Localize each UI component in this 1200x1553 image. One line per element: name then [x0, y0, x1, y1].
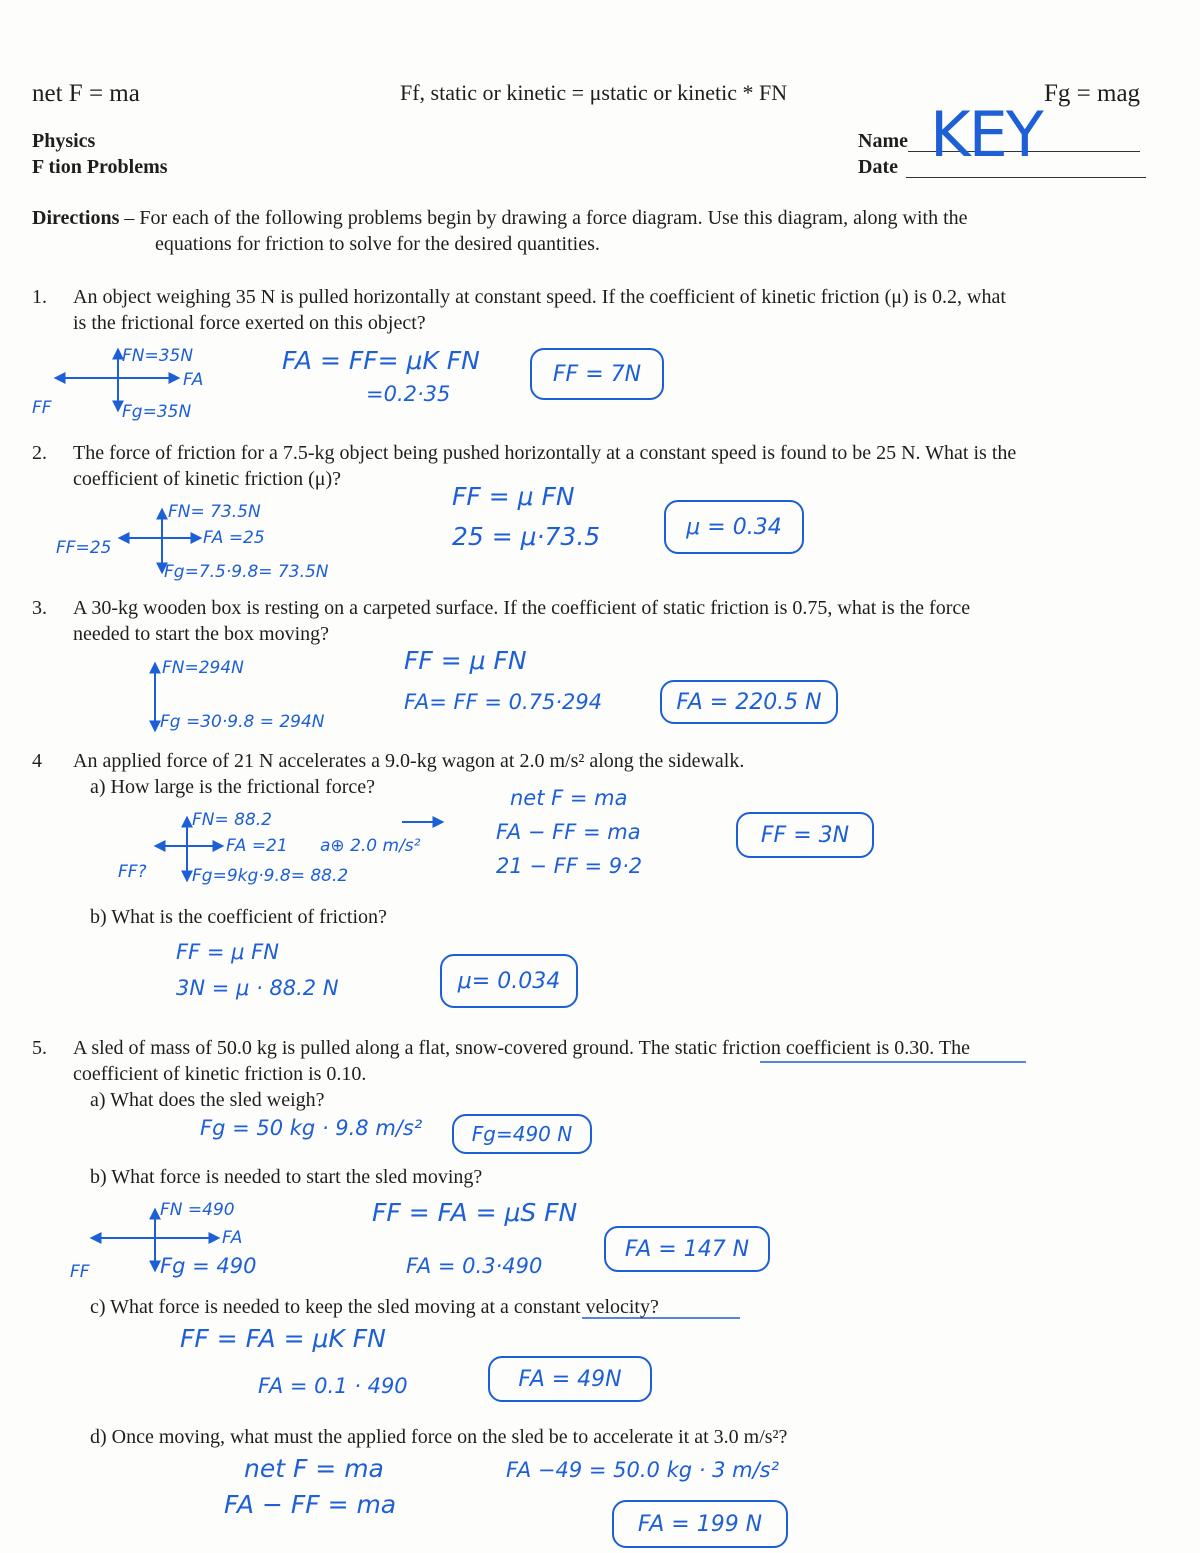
p3-work-2: FA= FF = 0.75·294 — [404, 690, 603, 714]
p5-work-a: Fg = 50 kg · 9.8 m/s² — [200, 1116, 423, 1140]
directions-text: – For each of the following problems begin by drawing a force diagram. Use this diagram, along with the — [119, 207, 968, 229]
p1-work-2: =0.2·35 — [366, 382, 451, 406]
problem-5c-question: c) What force is needed to keep the sled moving at a constant velocity? — [90, 1296, 659, 1318]
p2-answer-box: μ = 0.34 — [664, 500, 804, 554]
directions-text-2: equations for friction to solve for the desired quantities. — [155, 233, 600, 255]
p4-normal-label: FN= 88.2 — [192, 810, 272, 830]
problem-4a-question: a) How large is the frictional force? — [90, 776, 376, 798]
p5-weight-label: Fg = 490 — [160, 1254, 257, 1278]
p5-work-c2: FA = 0.1 · 490 — [258, 1374, 408, 1398]
p1-answer-box: FF = 7N — [530, 348, 664, 400]
problem-4-number: 4 — [32, 750, 42, 772]
p2-weight-label: Fg=7.5·9.8= 73.5N — [164, 562, 329, 582]
p4-work-a1: net F = ma — [510, 786, 628, 810]
p5-work-b2: FA = 0.3·490 — [406, 1254, 543, 1278]
p5b-answer-box: FA = 147 N — [604, 1226, 770, 1272]
p4-acceleration-label: a⊕ 2.0 m/s² — [320, 836, 421, 856]
problem-3-text: A 30-kg wooden box is resting on a carpeted surface. If the coefficient of static friction is 0.75, what is the force — [73, 597, 971, 619]
problem-4b-question: b) What is the coefficient of friction? — [90, 906, 387, 928]
p2-normal-label: FN= 73.5N — [168, 502, 261, 522]
p5d-answer-box: FA = 199 N — [612, 1500, 788, 1548]
p5-work-b1: FF = FA = μS FN — [372, 1198, 578, 1227]
course-label: Physics — [32, 130, 96, 152]
problem-1-number: 1. — [32, 286, 47, 308]
p1-friction-label: FF — [32, 398, 52, 418]
problem-2-number: 2. — [32, 442, 47, 464]
p4b-answer-box: μ= 0.034 — [440, 954, 578, 1008]
p3-weight-label: Fg =30·9.8 = 294N — [160, 712, 325, 732]
problem-1-text: An object weighing 35 N is pulled horizontally at constant speed. If the coefficient of kinetic friction (μ) is 0.2, what — [73, 286, 1006, 308]
date-label: Date — [858, 156, 898, 178]
directions-label: Directions — [32, 207, 120, 229]
p5-work-d1: net F = ma — [244, 1454, 384, 1483]
p2-work-2: 25 = μ·73.5 — [452, 522, 601, 551]
p1-applied-label: FA — [183, 370, 204, 390]
p4-work-a3: 21 − FF = 9·2 — [496, 854, 643, 878]
p4-work-b1: FF = μ FN — [176, 940, 279, 964]
problem-5b-question: b) What force is needed to start the sled moving? — [90, 1166, 483, 1188]
weight-equation: Fg = mag — [1044, 80, 1141, 107]
p4-applied-label: FA =21 — [226, 836, 288, 856]
problem-2-text: The force of friction for a 7.5-kg object being pushed horizontally at a constant speed is found to be 25 N. What is the — [73, 442, 1017, 464]
worksheet-title: F tion Problems — [32, 156, 168, 178]
p4-weight-label: Fg=9kg·9.8= 88.2 — [192, 866, 349, 886]
friction-equation: Ff, static or kinetic = μstatic or kinetic * FN — [400, 80, 788, 105]
p1-work-1: FA = FF= μK FN — [282, 346, 480, 375]
p2-friction-label: FF=25 — [56, 538, 112, 558]
p4-work-a2: FA − FF = ma — [496, 820, 641, 844]
problem-5a-question: a) What does the sled weigh? — [90, 1089, 325, 1111]
name-label: Name — [858, 130, 908, 152]
problem-1-text-2: is the frictional force exerted on this object? — [73, 312, 426, 334]
p1-weight-label: Fg=35N — [122, 402, 192, 422]
p5-work-c1: FF = FA = μK FN — [180, 1324, 386, 1353]
answer-key-handwritten: KEY — [930, 98, 1042, 171]
problem-2-text-2: coefficient of kinetic friction (μ)? — [73, 468, 342, 490]
p2-work-1: FF = μ FN — [452, 482, 575, 511]
problem-4-text: An applied force of 21 N accelerates a 9.0-kg wagon at 2.0 m/s² along the sidewalk. — [73, 750, 745, 772]
p3-normal-label: FN=294N — [162, 658, 244, 678]
p5-normal-label: FN =490 — [160, 1200, 235, 1220]
p5-applied-label: FA — [222, 1228, 243, 1248]
p5c-answer-box: FA = 49N — [488, 1356, 652, 1402]
net-force-equation: net F = ma — [32, 80, 140, 107]
p5-work-d2: FA − FF = ma — [224, 1490, 397, 1519]
problem-3-number: 3. — [32, 597, 47, 619]
problem-5d-question: d) Once moving, what must the applied force on the sled be to accelerate it at 3.0 m/s²? — [90, 1426, 788, 1448]
problem-5-text: A sled of mass of 50.0 kg is pulled along a flat, snow-covered ground. The static friction coefficient is 0.30. The — [73, 1037, 971, 1059]
p3-answer-box: FA = 220.5 N — [660, 680, 838, 724]
p5a-answer-box: Fg=490 N — [452, 1114, 592, 1154]
p3-work-1: FF = μ FN — [404, 646, 527, 675]
problem-3-text-2: needed to start the box moving? — [73, 623, 330, 645]
p4-work-b2: 3N = μ · 88.2 N — [176, 976, 339, 1000]
p5-work-d3: FA −49 = 50.0 kg · 3 m/s² — [506, 1458, 780, 1482]
p5-friction-label: FF — [70, 1262, 90, 1282]
p4a-answer-box: FF = 3N — [736, 812, 874, 858]
problem-5-number: 5. — [32, 1037, 47, 1059]
p2-applied-label: FA =25 — [203, 528, 265, 548]
p4-friction-label: FF? — [118, 862, 147, 882]
problem-5-text-2: coefficient of kinetic friction is 0.10. — [73, 1063, 367, 1085]
p1-normal-label: FN=35N — [122, 346, 194, 366]
